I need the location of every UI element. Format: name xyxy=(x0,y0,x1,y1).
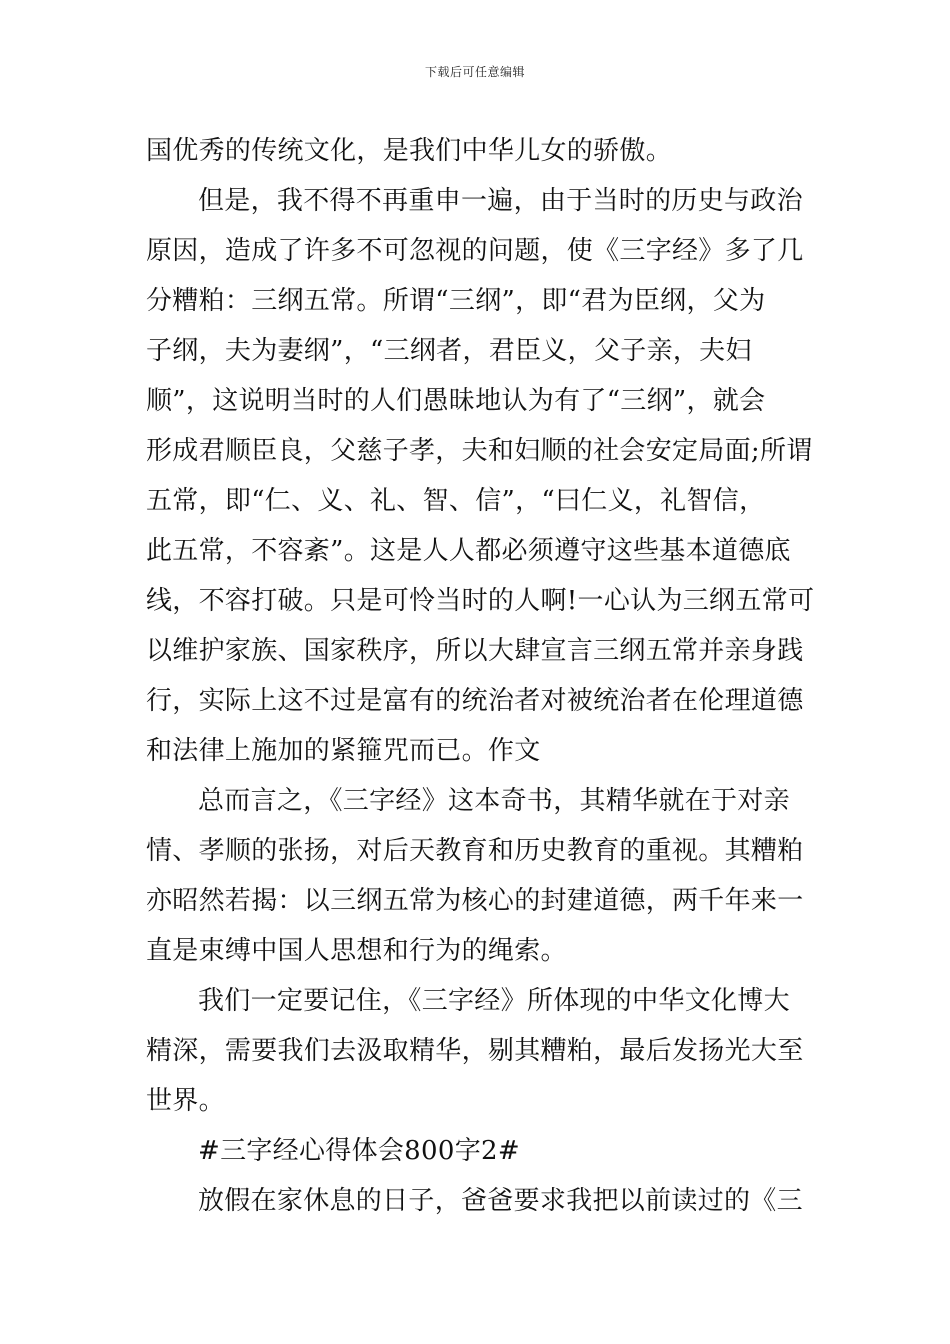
text-line: 子纲，夫为妻纲”，“三纲者，君臣义，父子亲，夫妇 xyxy=(146,336,752,366)
text-line: 但是，我不得不再重申一遍，由于当时的历史与政治 xyxy=(198,186,803,216)
text-line: 放假在家休息的日子，爸爸要求我把以前读过的《三 xyxy=(198,1186,803,1216)
text-line: 形成君顺臣良，父慈子孝，夫和妇顺的社会安定局面;所谓 xyxy=(146,436,813,466)
text-line: 直是束缚中国人思想和行为的绳索。 xyxy=(146,936,567,966)
paragraph xyxy=(146,976,808,1126)
text-line: 亦昭然若揭：以三纲五常为核心的封建道德，两千年来一 xyxy=(146,886,804,916)
text-line: #三字经心得体会800字2# xyxy=(198,1136,520,1166)
text-line: 顺”，这说明当时的人们愚昧地认为有了“三纲”，就会 xyxy=(146,386,766,416)
text-line: 精深，需要我们去汲取精华，剔其糟粕，最后发扬光大至 xyxy=(146,1036,804,1066)
text-line: 情、孝顺的张扬，对后天教育和历史教育的重视。其糟粕 xyxy=(146,836,804,866)
text-line: 分糟粕：三纲五常。所谓“三纲”，即“君为臣纲，父为 xyxy=(146,286,766,316)
paragraph xyxy=(146,776,808,976)
text-line: 原因，造成了许多不可忽视的问题，使《三字经》多了几 xyxy=(146,236,804,266)
text-line: 五常，即“仁、义、礼、智、信”，“曰仁义，礼智信， xyxy=(146,486,766,516)
paragraph xyxy=(146,1176,808,1226)
text-line: 我们一定要记住，《三字经》所体现的中华文化博大 xyxy=(198,986,790,1016)
text-line: 线，不容打破。只是可怜当时的人啊!一心认为三纲五常可 xyxy=(146,586,815,616)
paragraph xyxy=(146,176,815,776)
text-line: 行，实际上这不过是富有的统治者对被统治者在伦理道德 xyxy=(146,686,804,716)
text-line: 世界。 xyxy=(146,1086,225,1116)
text-line: 以维护家族、国家秩序，所以大肆宣言三纲五常并亲身践 xyxy=(146,636,804,666)
paragraph xyxy=(146,126,808,176)
text-line: 总而言之，《三字经》这本奇书，其精华就在于对亲 xyxy=(198,786,790,816)
document-body xyxy=(146,126,815,1226)
text-line: 此五常，不容紊”。这是人人都必须遵守这些基本道德底 xyxy=(146,536,791,566)
text-line: 和法律上施加的紧箍咒而已。作文 xyxy=(146,736,541,766)
text-line: 国优秀的传统文化，是我们中华儿女的骄傲。 xyxy=(146,136,673,166)
section-heading xyxy=(146,1126,808,1176)
page-header: 下载后可任意编辑 xyxy=(424,65,525,79)
